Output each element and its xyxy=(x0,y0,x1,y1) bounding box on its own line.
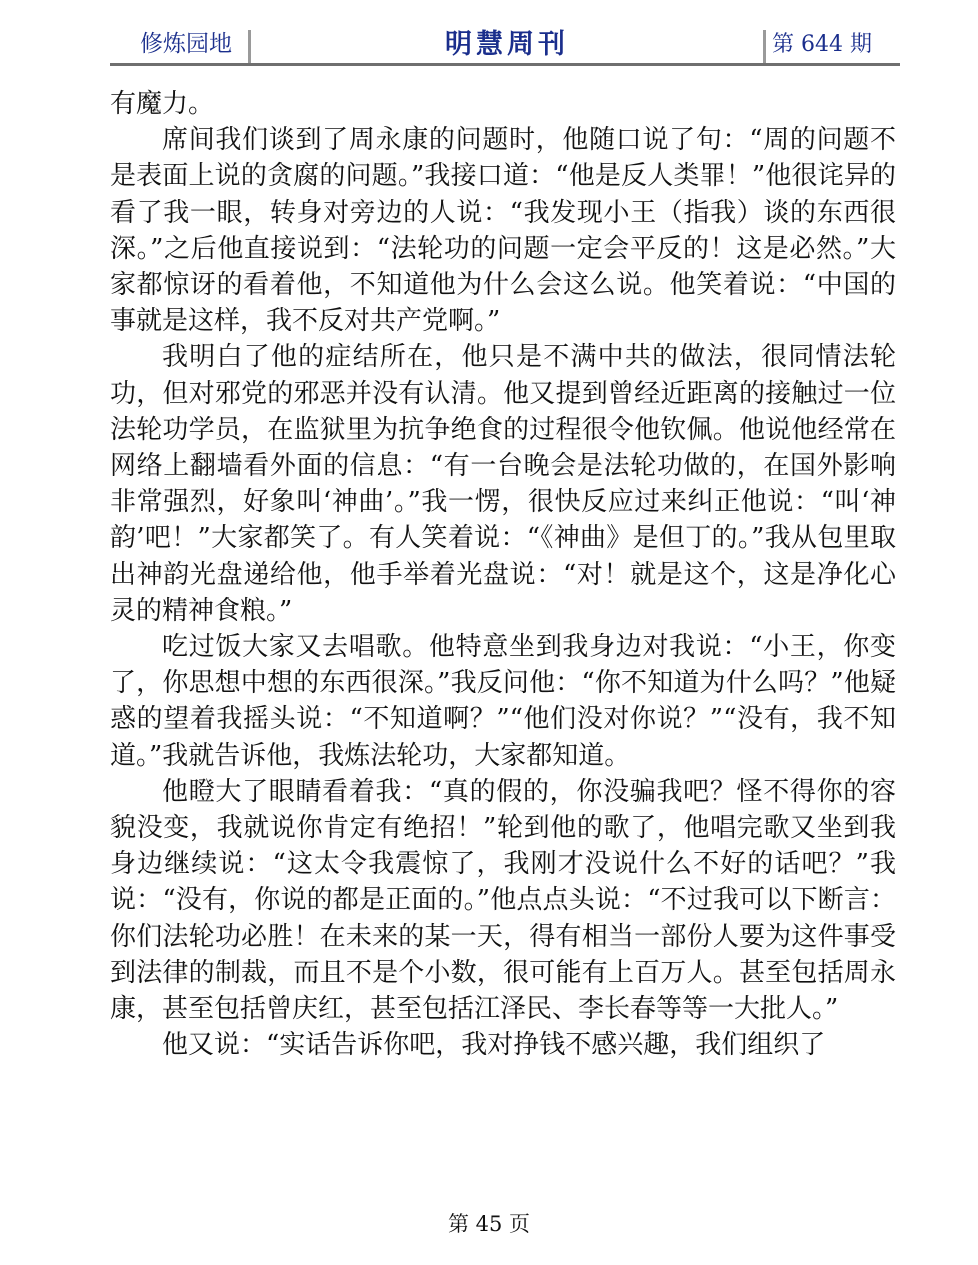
publication-title: 明慧周刊 xyxy=(445,29,569,60)
section-name: 修炼园地 xyxy=(140,31,232,57)
paragraph: 吃过饭大家又去唱歌。他特意坐到我身边对我说：“小王，你变了，你思想中想的东西很深。”我反问他：“你不知道为什么吗？”他疑惑的望着我摇头说：“不知道啊？”“他们没对你说？”“没有，我不知道。”我就告诉他，我炼法轮功，大家都知道。 xyxy=(110,632,896,771)
page-header xyxy=(110,26,900,66)
header-divider-right xyxy=(763,30,766,63)
paragraph: 席间我们谈到了周永康的问题时，他随口说了句：“周的问题不是表面上说的贪腐的问题。”我接口道：“他是反人类罪！”他很诧异的看了我一眼，转身对旁边的人说：“我发现小王（指我）谈的东西很深。”之后他直接说到：“法轮功的问题一定会平反的！这是必然。”大家都惊讶的看着他，不知道他为什么会这么说。他笑着说：“中国的事就是这样，我不反对共产党啊。” xyxy=(110,125,896,337)
paragraph: 他瞪大了眼睛看着我：“真的假的，你没骗我吧？怪不得你的容貌没变，我就说你肯定有绝招！”轮到他的歌了，他唱完歌又坐到我身边继续说：“这太令我震惊了，我刚才没说什么不好的话吧？”我说：“没有，你说的都是正面的。”他点点头说：“不过我可以下断言：你们法轮功必胜！在未来的某一天，得有相当一部份人要为这件事受到法律的制裁，而且不是个小数，很可能有上百万人。甚至包括周永康，甚至包括曾庆红，甚至包括江泽民、李长春等等一大批人。” xyxy=(110,776,896,1025)
page-number: 第 45 页 xyxy=(447,1212,531,1236)
header-rule xyxy=(110,63,900,66)
article-body xyxy=(110,86,896,1063)
paragraph-continued: 有魔力。 xyxy=(110,89,215,119)
paragraph: 我明白了他的症结所在，他只是不满中共的做法，很同情法轮功，但对邪党的邪恶并没有认清。他又提到曾经近距离的接触过一位法轮功学员，在监狱里为抗争绝食的过程很令他钦佩。他说他经常在网络上翻墙看外面的信息：“有一台晚会是法轮功做的，在国外影响非常强烈，好象叫‘神曲’。”我一愣，很快反应过来纠正他说：“叫‘神韵’吧！”大家都笑了。有人笑着说：“《神曲》是但丁的。”我从包里取出神韵光盘递给他，他手举着光盘说：“对！就是这个，这是净化心灵的精神食粮。” xyxy=(110,342,896,626)
paragraph: 他又说：“实话告诉你吧，我对挣钱不感兴趣，我们组织了 xyxy=(162,1030,826,1061)
issue-number: 第 644 期 xyxy=(772,32,872,57)
